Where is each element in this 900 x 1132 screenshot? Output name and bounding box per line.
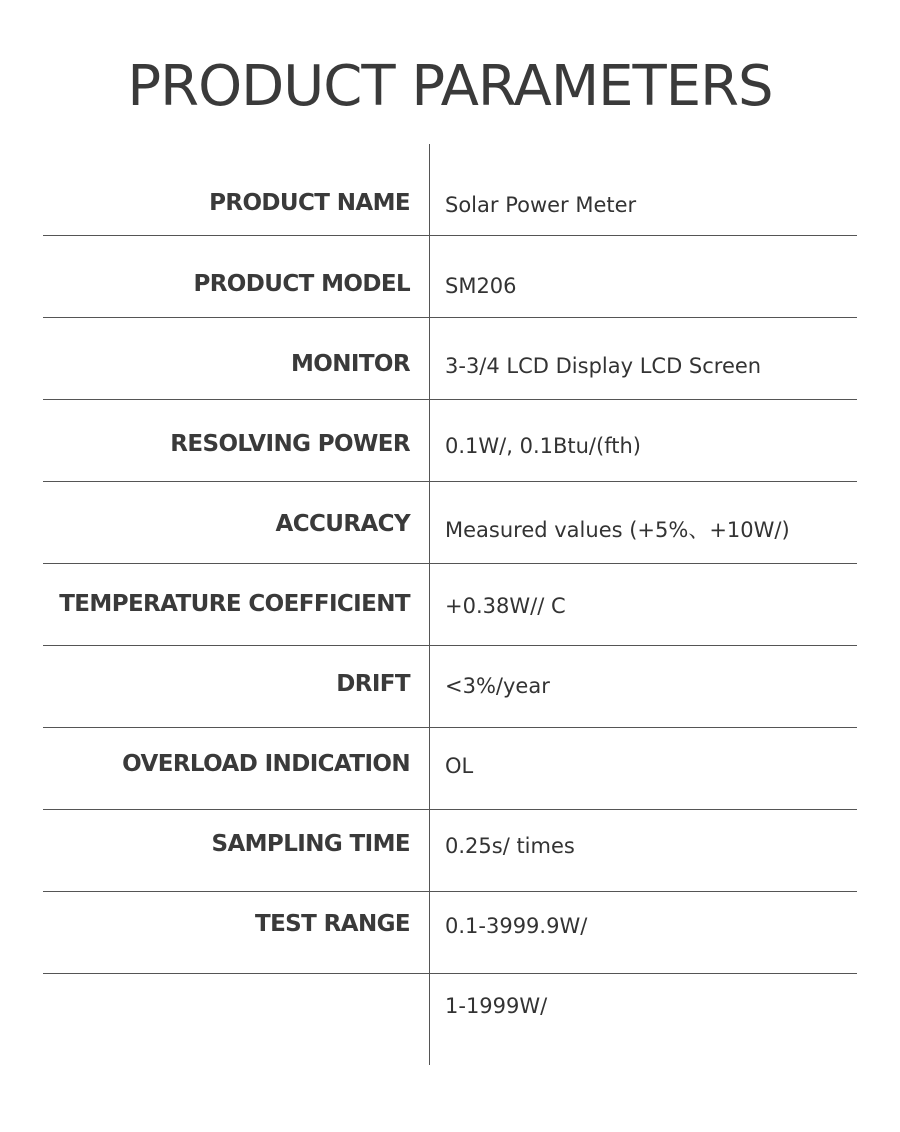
param-label: TEMPERATURE COEFFICIENT (59, 591, 410, 617)
param-value: +0.38W// C (445, 594, 566, 618)
param-value: 0.1W/, 0.1Btu/(fth) (445, 434, 641, 458)
table-row (43, 646, 857, 728)
param-label: ACCURACY (275, 511, 410, 537)
table-row (43, 810, 857, 892)
table-row (43, 974, 857, 1065)
param-value: SM206 (445, 274, 517, 298)
param-value: 1-1999W/ (445, 994, 548, 1018)
table-row (43, 400, 857, 482)
param-value: <3%/year (445, 674, 550, 698)
param-label: SAMPLING TIME (211, 831, 410, 857)
table-row (43, 236, 857, 318)
param-label: RESOLVING POWER (170, 431, 410, 457)
table-row (43, 892, 857, 974)
param-value: 3-3/4 LCD Display LCD Screen (445, 354, 762, 378)
param-label: DRIFT (336, 671, 410, 697)
param-label: PRODUCT NAME (209, 190, 410, 216)
table-row (43, 728, 857, 810)
page-title: PRODUCT PARAMETERS (127, 54, 773, 119)
table-row (43, 155, 857, 236)
param-value: OL (445, 754, 474, 778)
table-row (43, 564, 857, 646)
param-value: Solar Power Meter (445, 193, 637, 217)
param-value: Measured values (+5%、+10W/) (445, 518, 790, 542)
param-label: PRODUCT MODEL (193, 271, 410, 297)
param-label: OVERLOAD INDICATION (122, 751, 410, 777)
param-label: TEST RANGE (254, 911, 410, 937)
table-row (43, 482, 857, 564)
table-row (43, 318, 857, 400)
param-value: 0.25s/ times (445, 834, 575, 858)
param-value: 0.1-3999.9W/ (445, 914, 588, 938)
param-label: MONITOR (291, 351, 410, 377)
